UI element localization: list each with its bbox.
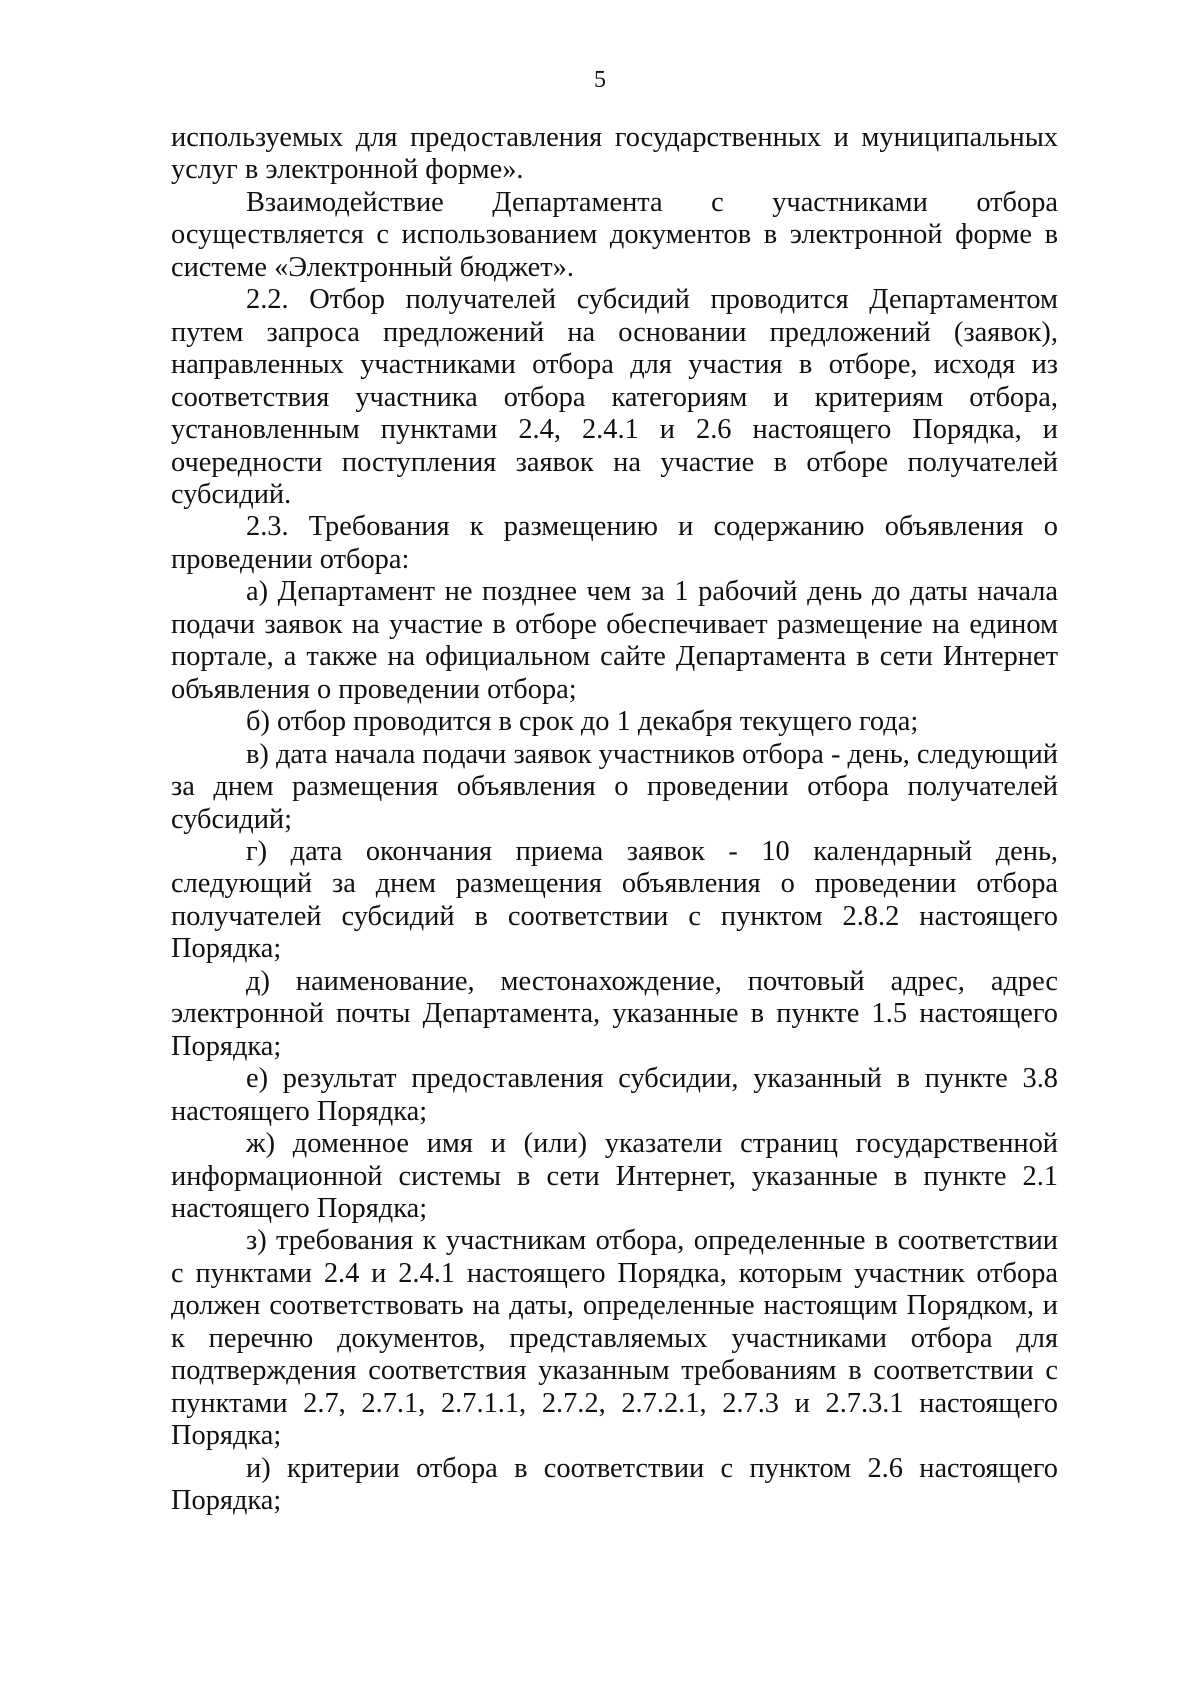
page-number: 5 — [594, 67, 606, 93]
list-item-v: в) дата начала подачи заявок участников отбора - день, следующий за днем размещения объявления о проведении отбора получателей субсидий; — [171, 738, 1058, 835]
list-item-z: з) требования к участникам отбора, определенные в соответствии с пунктами 2.4 и 2.4.1 настоящего Порядка, которым участник отбора должен соответствовать на даты, определенные настоящим Порядком, и к перечню документов, представляемых участниками отбора для подтверждения соответствия указанным требованиям в соответствии с пунктами 2.7, 2.7.1, 2.7.1.1, 2.7.2, 2.7.2.1, 2.7.3 и 2.7.3.1 настоящего Порядка; — [171, 1225, 1058, 1452]
list-item-b: б) отбор проводится в срок до 1 декабря текущего года; — [246, 706, 919, 738]
list-item-e: е) результат предоставления субсидии, указанный в пункте 3.8 настоящего Порядка; — [171, 1063, 1058, 1127]
list-item-zh: ж) доменное имя и (или) указатели страниц государственной информационной системы в сети Интернет, указанные в пункте 2.1 настоящего Порядка; — [171, 1128, 1058, 1224]
paragraph-2-3: 2.3. Требования к размещению и содержанию объявления о проведении отбора: — [171, 511, 1058, 575]
paragraph-continuation: используемых для предоставления государственных и муниципальных услуг в электронной форме». — [171, 122, 1058, 186]
list-item-d: д) наименование, местонахождение, почтовый адрес, адрес электронной почты Департамента, указанные в пункте 1.5 настоящего Порядка; — [171, 965, 1058, 1062]
paragraph-interaction: Взаимодействие Департамента с участниками отбора осуществляется с использованием документов в электронной форме в системе «Электронный бюджет». — [171, 186, 1058, 283]
document-body — [171, 122, 1058, 1517]
list-item-a: а) Департамент не позднее чем за 1 рабочий день до даты начала подачи заявок на участие в отборе обеспечивает размещение на едином портале, а также на официальном сайте Департамента в сети Интернет объявления о проведении отбора; — [171, 576, 1058, 705]
list-item-i: и) критерии отбора в соответствии с пунктом 2.6 настоящего Порядка; — [171, 1452, 1058, 1517]
paragraph-2-2: 2.2. Отбор получателей субсидий проводится Департаментом путем запроса предложений на основании предложений (заявок), направленных участниками отбора для участия в отборе, исходя из соответствия участника отбора категориям и критериям отбора, установленным пунктами 2.4, 2.4.1 и 2.6 настоящего Порядка, и очередности поступления заявок на участие в отборе получателей субсидий. — [171, 284, 1058, 510]
list-item-g: г) дата окончания приема заявок - 10 календарный день, следующий за днем размещения объявления о проведении отбора получателей субсидий в соответствии с пунктом 2.8.2 настоящего Порядка; — [171, 835, 1058, 965]
